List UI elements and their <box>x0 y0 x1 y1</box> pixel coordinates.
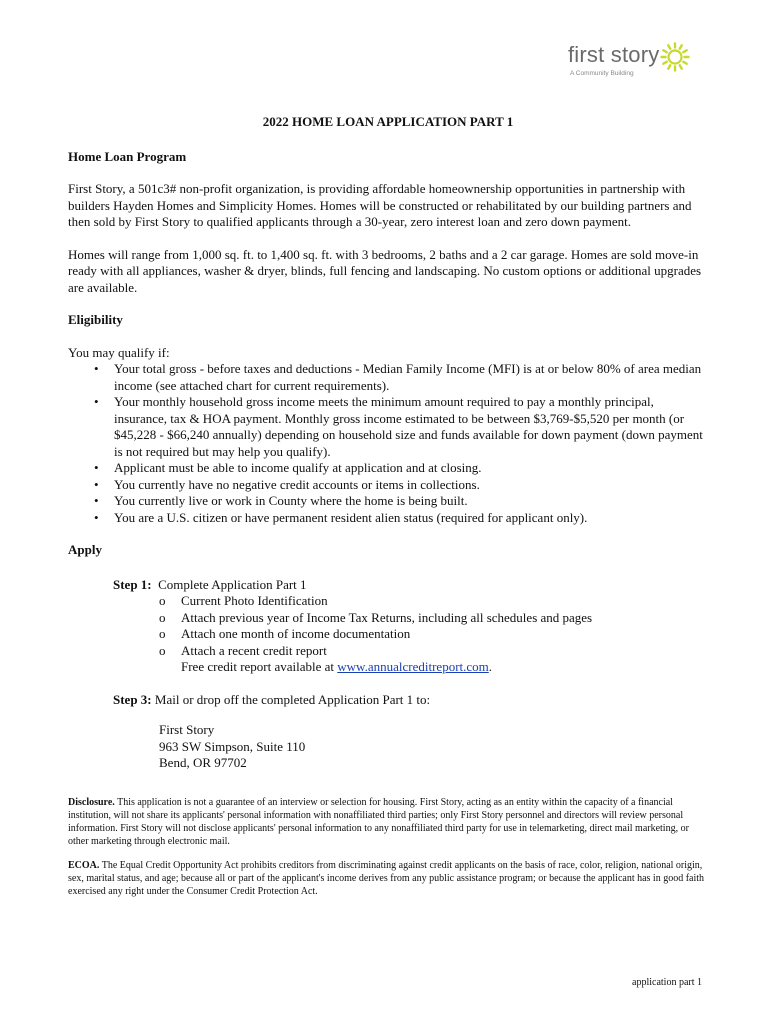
ecoa-notice <box>68 859 708 899</box>
annualcreditreport-link[interactable]: www.annualcreditreport.com <box>337 659 489 674</box>
eligibility-item: • You currently live or work in County where the home is being built. <box>114 493 708 510</box>
apply-heading: Apply <box>68 542 102 557</box>
mailing-address <box>159 722 708 772</box>
checklist-item: o Current Photo Identification <box>181 593 708 610</box>
sun-ray <box>668 65 670 68</box>
sun-ray <box>663 50 666 52</box>
disclosure-text: This application is not a guarantee of an interview or selection for housing. First Story, acting as an entity within the capacity of a financial institution, will not share its applicants' personal information with nonaffiliated third parties; only First Story personnel and directors will review personal information. First Story will not disclose applicants' personal information to any nonaffiliated third party for use in telemarketing, direct mail marketing, or other marketing through electronic mail. <box>68 796 689 848</box>
document-body <box>68 114 708 909</box>
sun-ray <box>680 45 682 48</box>
sun-logo-icon <box>660 42 690 72</box>
page-title: 2022 HOME LOAN APPLICATION PART 1 <box>262 114 514 129</box>
program-paragraph-1: First Story, a 501c3# non-profit organization, is providing affordable homeownership opportunities in partnership with builders Hayden Homes and Simplicity Homes. Homes will be constructed or rehabilitated by our building partners and then sold by First Story to qualified applicants through a 30-year, zero interest loan and zero down payment. <box>68 181 692 229</box>
first-story-logo <box>566 40 696 84</box>
ecoa-text: The Equal Credit Opportunity Act prohibits creditors from discriminating against credit applicants on the basis of race, color, religion, national origin, sex, marital status, and age; because all or part of the applicant's income derives from any public assistance program; or because the applicant has in good faith exercised any right under the Consumer Credit Protection Act. <box>68 859 705 898</box>
sun-ray <box>663 62 666 64</box>
step-3-label: Step 3: <box>113 691 152 707</box>
sun-ray <box>683 62 686 64</box>
program-heading: Home Loan Program <box>68 148 187 164</box>
credit-note-end: . <box>488 659 493 674</box>
disclosure-label: Disclosure. <box>68 796 115 808</box>
eligibility-item: • Your total gross - before taxes and deductions - Median Family Income (MFI) is at or below 80% of area median income (see attached chart for current requirements). <box>114 361 708 394</box>
page-footer: application part 1 <box>632 977 702 988</box>
disclosure-notice <box>68 796 708 849</box>
eligibility-list <box>68 361 708 526</box>
eligibility-item: • You are a U.S. citizen or have permanent resident alien status (required for applicant only). <box>114 510 708 527</box>
eligibility-intro: You may qualify if: <box>68 344 170 360</box>
address-line: 963 SW Simpson, Suite 110 <box>159 738 306 754</box>
credit-report-note <box>181 659 708 676</box>
eligibility-item: • Your monthly household gross income meets the minimum amount required to pay a monthly principal, insurance, tax & HOA payment. Monthly gross income estimated to be between $3,769-$5,520 per month (or $45,228 - $66,240 annually) depending on household size and funds available for down payment (down payment is not required but may help you qualify). <box>114 394 708 460</box>
step-1-text: Complete Application Part 1 <box>158 576 307 592</box>
logo-name: first story <box>568 42 660 67</box>
step-3 <box>113 692 708 709</box>
step-1-label: Step 1: <box>113 576 152 592</box>
eligibility-heading: Eligibility <box>68 312 123 327</box>
address-line: Bend, OR 97702 <box>159 755 247 770</box>
sun-ray <box>683 50 686 52</box>
eligibility-item: • Applicant must be able to income qualify at application and at closing. <box>114 460 708 477</box>
step-3-text: Mail or drop off the completed Application Part 1 to: <box>154 691 431 707</box>
step-1-checklist <box>68 593 708 676</box>
checklist-item: o Attach a recent credit report <box>181 643 708 660</box>
sun-ray <box>680 65 682 68</box>
checklist-item: o Attach previous year of Income Tax Returns, including all schedules and pages <box>181 610 708 627</box>
ecoa-label: ECOA. <box>68 859 100 871</box>
step-1 <box>113 577 708 594</box>
eligibility-item: • You currently have no negative credit accounts or items in collections. <box>114 477 708 494</box>
sun-ray <box>668 45 670 48</box>
credit-note-text: Free credit report available at <box>181 659 338 674</box>
logo-tagline: A Community Building <box>570 70 634 77</box>
address-line: First Story <box>159 722 215 737</box>
checklist-item: o Attach one month of income documentation <box>181 626 708 643</box>
program-paragraph-2: Homes will range from 1,000 sq. ft. to 1,400 sq. ft. with 3 bedrooms, 2 baths and a 2 car garage. Homes are sold move-in ready with all appliances, washer & dryer, blinds, full fencing and landscaping. No custom options or additional upgrades are available. <box>68 246 702 295</box>
